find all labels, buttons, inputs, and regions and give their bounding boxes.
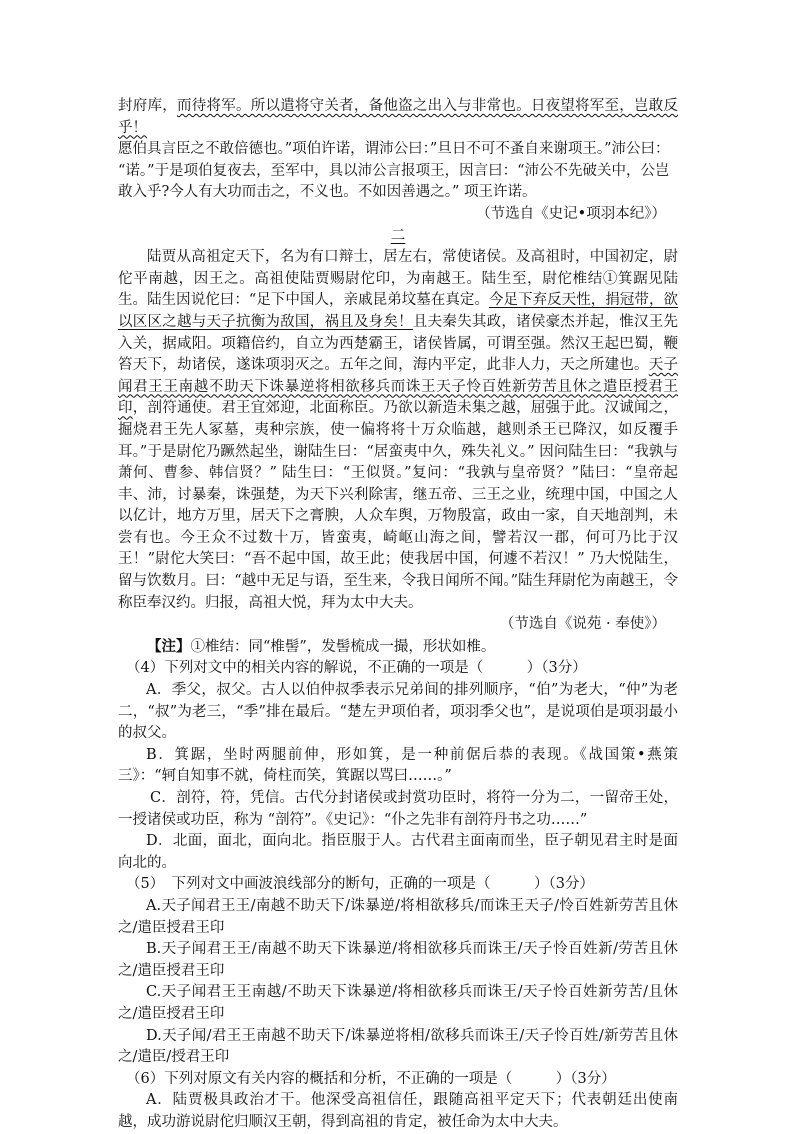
- section-two-title-text: 二: [390, 227, 406, 244]
- question-5-stem: （5） 下列对文中画波浪线部分的断句，正确的一项是（ ）（3分）: [126, 876, 594, 893]
- question-4-option-d: D．北面，面北，面向北。指臣服于人。古代君主面南而坐，臣子朝见君主时是面向北的。: [118, 833, 678, 871]
- document-page: [118, 96, 678, 1134]
- passage1-line2: 愿伯具言臣之不敢倍德也。”项伯许诺，谓沛公曰：”旦日不可不蚤自来谢项王。”沛公曰：: [118, 141, 670, 158]
- passage2-source: （节选自《说苑 · 奉使》）: [499, 616, 666, 633]
- passage2-wavy-sentence: 天子闻君王王南越不助天下诛暴逆将相欲移兵而诛王天子怜百姓新劳苦且休之遣臣授君王印: [118, 357, 679, 417]
- passage2-body: [118, 247, 678, 614]
- passage2-text-3: ，剖符通使。君王宜郊迎，北面称臣。乃欲以新造未集之越，屈强于此。汉诚闻之，掘烧君王先人冢墓，夷种宗族，使一偏将将十万众临越，越则杀王已降汉，如反覆手耳。”于是尉佗乃蹶然起坐，谢陆生曰：“居蛮夷中久，殊失礼义。” 因问陆生曰：“我孰与萧何、曹参、韩信贤？” 陆生曰：“王似贤。”复问：“我孰与皇帝贤？”陆曰：“皇帝起丰、沛，讨暴秦，诛强楚，为天下兴利除害，继五帝、三王之业，统理中国，中国之人以亿计，地方万里，居天下之膏腴，人众车舆，万物殷富，政由一家，自天地剖判，未尝有也。今王众不过数十万，皆蛮夷，崎岖山海之间，譬若汉一郡，何可乃比于汉王！”尉佗大笑曰：“吾不起中国，故王此；使我居中国，何遽不若汉！” 乃大悦陆生，留与饮数月。曰：“越中无足与语，至生来，令我日闻所不闻。”陆生拜尉佗为南越王，令称臣奉汉约。归报，高祖大悦，拜为太中大夫。: [118, 400, 679, 611]
- question-5-option-d: D.天子闻/君王王南越不助天下/诛暴逆将相/欲移兵而诛王/天子怜百姓/新劳苦且休之/遣臣/授君王印: [118, 1027, 678, 1066]
- question-5-option-c: C.天子闻君王王南越/不助天下诛暴逆/将相欲移兵而诛王/天子怜百姓新劳苦/且休之/遣臣授君王印: [118, 984, 678, 1022]
- passage1-plain-text: 封府库，: [118, 98, 177, 114]
- passage2-text-1: 陆贾从高祖定天下，名为有口辩士，居左右，常使诸侯。及高祖时，中国初定，尉佗平南越，因王之。高祖使陆贾赐尉佗印，为南越王。陆生至，尉佗椎结①箕踞见陆生。陆生因说佗曰：“足下中国人，亲戚昆弟坟墓在真定。: [118, 249, 678, 309]
- question-5-option-b: B.天子闻君王王/南越不助天下诛暴逆/将相欲移兵而诛王/天子怜百姓新/劳苦且休之/遣臣授君王印: [118, 941, 678, 979]
- passage2-underlined-sentence: 今足下弃反天性，捐冠带，欲以区区之越与天子抗衡为敌国，祸且及身矣！: [118, 292, 678, 330]
- passage1-wavy-text: 而待将军。所以遣将守关者，备他盗之出入与非常也。日夜望将军至，岂敢反乎！: [118, 98, 679, 136]
- note-label: 【注】: [147, 637, 191, 655]
- passage1-source: （节选自《史记•项羽本纪》）: [476, 205, 666, 222]
- section-two-title: [118, 226, 678, 248]
- passage1-line4: 敢入乎?今人有大功而击之，不义也。不如因善遇之。” 项王许诺。: [118, 184, 537, 201]
- question-6-stem: （6）下列对原文有关内容的概括和分析，不正确的一项是（ ）（3分）: [126, 1070, 616, 1087]
- annotation-note: [118, 636, 678, 659]
- question-6-option-a: A．陆贾极具政治才干。他深受高祖信任，跟随高祖平定天下；代表朝廷出使南越，成功游说尉佗归顺汉王朝，得到高祖的肯定，被任命为太中大夫。: [118, 1092, 678, 1130]
- question-5-option-a: A.天子闻君王王/南越不助天下/诛暴逆/将相欲移兵/而诛王天子/怜百姓新劳苦且休之/遣臣授君王印: [118, 897, 678, 936]
- question-4-option-b: B．箕踞，坐时两腿前伸，形如箕，是一种前倨后恭的表现。《战国策•燕策三》：“轲自知事不就，倚柱而笑，箕踞以骂曰……。”: [118, 746, 678, 785]
- passage1-line1: [118, 96, 678, 139]
- question-4-option-a: A．季父，叔父。古人以伯仲叔季表示兄弟间的排列顺序，“伯”为老大，“仲”为老二，“叔”为老三，“季”排在最后。“楚左尹项伯者，项羽季父也”，是说项伯是项羽最小的叔父。: [118, 682, 678, 742]
- question-4-option-c: C．剖符，符，凭信。古代分封诸侯或封赏功臣时，将符一分为二，一留帝王处，一授诸侯或功臣，称为 “剖符”。《史记》：“仆之先非有剖符丹书之功……”: [118, 790, 678, 828]
- passage1-line3: “诺。”于是项伯复夜去，至军中，具以沛公言报项王，因言曰：“沛公不先破关中，公岂: [118, 162, 670, 179]
- note-text: ①椎结：同“椎髻”，发髻梳成一撮，形状如椎。: [190, 638, 496, 655]
- passage2-text-2: 且夫秦失其政，诸侯豪杰并起，惟汉王先入关，据咸阳。项籍倍约，自立为西楚霸王，诸侯皆属，可谓至强。然汉王起巴蜀，鞭笞天下，劫诸侯，遂诛项羽灭之。五年之间，海内平定，此非人力，天之所建也。: [118, 313, 679, 374]
- question-4-stem: （4）下列对文中的相关内容的解说，不正确的一项是（ ）（3分）: [126, 660, 587, 677]
